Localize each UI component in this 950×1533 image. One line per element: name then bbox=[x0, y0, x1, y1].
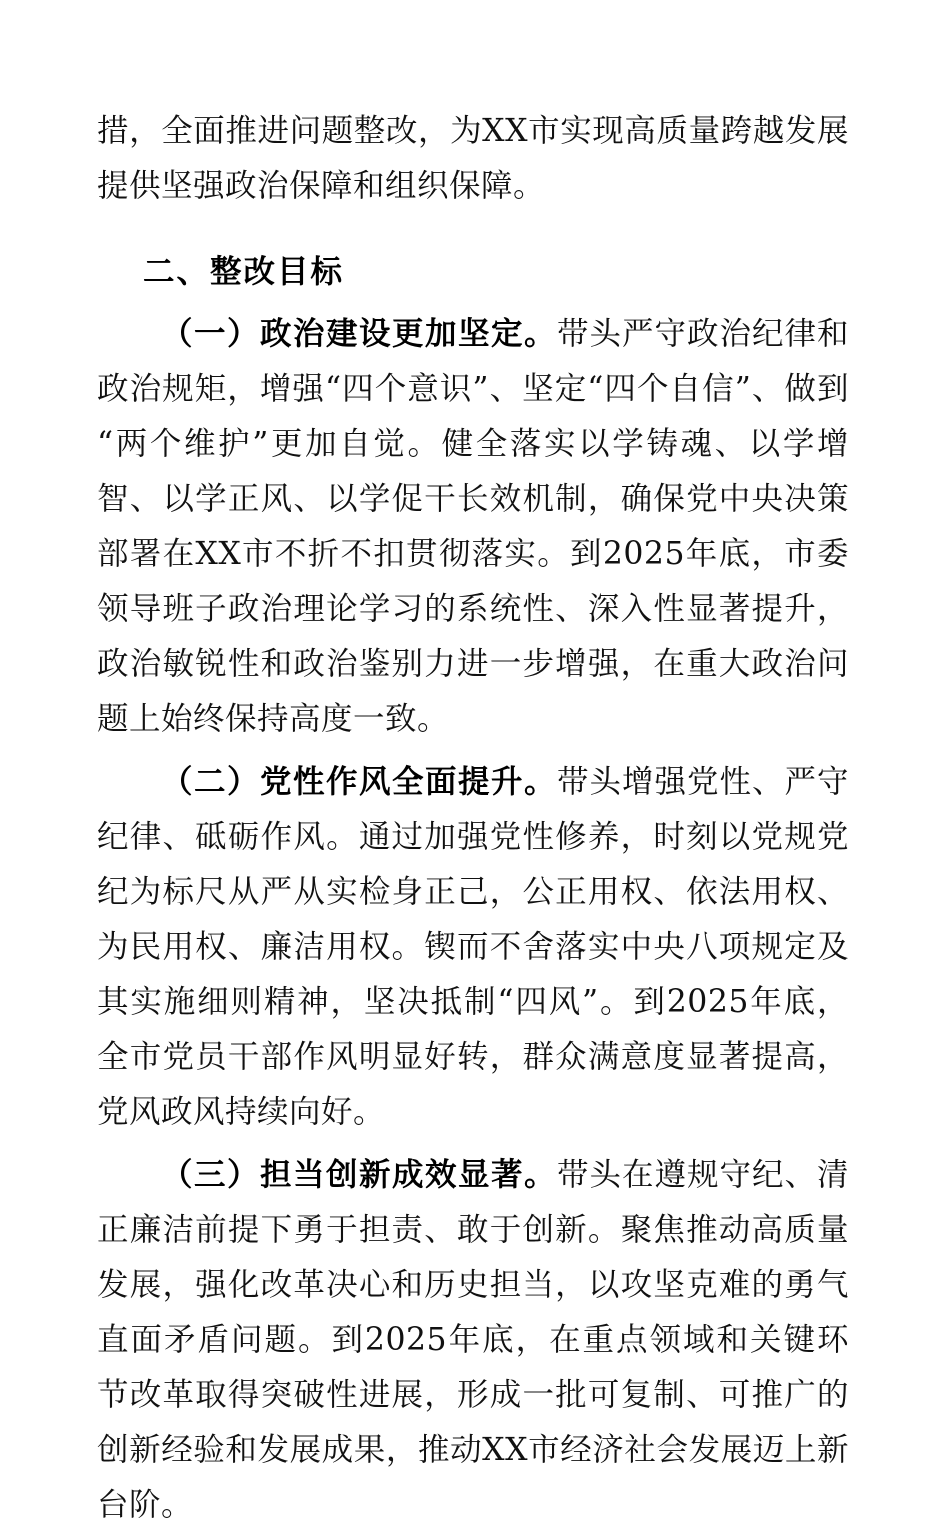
continued-paragraph: 措，全面推进问题整改，为XX市实现高质量跨越发展提供坚强政治保障和组织保障。 bbox=[97, 113, 849, 204]
subsection-paragraph-3 bbox=[97, 1147, 849, 1533]
subsection-paragraph-1 bbox=[97, 306, 849, 747]
subsection-body-3: 带头在遵规守纪、清正廉洁前提下勇于担责、敢于创新。聚焦推动高质量发展，强化改革决心和历史担当，以攻坚克难的勇气直面矛盾问题。到2025年底，在重点领域和关键环节改革取得突破性进展，形成一批可复制、可推广的创新经验和发展成果，推动XX市经济社会发展迈上新台阶。 bbox=[97, 1157, 849, 1523]
page-body bbox=[97, 104, 849, 1533]
subsection-body-1: 带头严守政治纪律和政治规矩，增强“四个意识”、坚定“四个自信”、做到“两个维护”更加自觉。健全落实以学铸魂、以学增智、以学正风、以学促干长效机制，确保党中央决策部署在XX市不折不扣贯彻落实。到2025年底，市委领导班子政治理论学习的系统性、深入性显著提升，政治敏锐性和政治鉴别力进一步增强，在重大政治问题上始终保持高度一致。 bbox=[97, 316, 849, 737]
section-heading: 二、整改目标 bbox=[143, 253, 345, 290]
subsection-lead-1: （一）政治建设更加坚定。 bbox=[161, 315, 557, 352]
subsection-paragraph-2 bbox=[97, 754, 849, 1140]
subsection-lead-3: （三）担当创新成效显著。 bbox=[161, 1156, 557, 1193]
subsection-body-2: 带头增强党性、严守纪律、砥砺作风。通过加强党性修养，时刻以党规党纪为标尺从严从实检身正己，公正用权、依法用权、为民用权、廉洁用权。锲而不舍落实中央八项规定及其实施细则精神，坚决抵制“四风”。到2025年底，全市党员干部作风明显好转，群众满意度显著提高，党风政风持续向好。 bbox=[97, 764, 849, 1130]
subsection-lead-2: （二）党性作风全面提升。 bbox=[161, 763, 557, 800]
